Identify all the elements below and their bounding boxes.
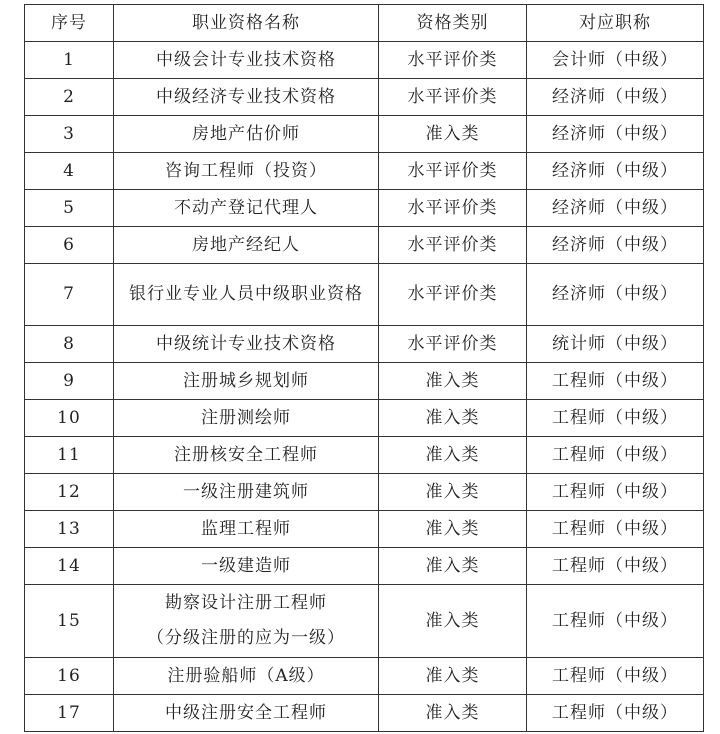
corresponding-title: 会计师（中级） [527, 42, 704, 79]
qualification-name: 注册验船师（A级） [114, 658, 379, 695]
qualification-name: 房地产经纪人 [114, 227, 379, 264]
corresponding-title: 经济师（中级） [527, 153, 704, 190]
row-number: 6 [25, 227, 114, 264]
table-row [25, 190, 704, 227]
qualification-category: 水平评价类 [379, 264, 527, 326]
qualification-name: 中级经济专业技术资格 [114, 79, 379, 116]
qualification-name: 中级统计专业技术资格 [114, 326, 379, 363]
qualification-name: 银行业专业人员中级职业资格 [114, 264, 379, 326]
row-number: 16 [25, 658, 114, 695]
qualification-name-note: （分级注册的应为一级） [147, 628, 345, 648]
row-number: 4 [25, 153, 114, 190]
table-row [25, 511, 704, 548]
qualification-name: 一级注册建筑师 [114, 474, 379, 511]
qualification-category: 准入类 [379, 400, 527, 437]
table-row [25, 400, 704, 437]
corresponding-title: 经济师（中级） [527, 264, 704, 326]
qualification-category: 准入类 [379, 548, 527, 585]
qualification-name: 注册城乡规划师 [114, 363, 379, 400]
row-number: 5 [25, 190, 114, 227]
corresponding-title: 工程师（中级） [527, 548, 704, 585]
row-number: 8 [25, 326, 114, 363]
corresponding-title: 工程师（中级） [527, 695, 704, 732]
qualification-name: 不动产登记代理人 [114, 190, 379, 227]
table-row [25, 42, 704, 79]
qualification-name: 监理工程师 [114, 511, 379, 548]
qualification-category: 准入类 [379, 511, 527, 548]
qualification-name: 中级注册安全工程师 [114, 695, 379, 732]
row-number: 17 [25, 695, 114, 732]
corresponding-title: 工程师（中级） [527, 585, 704, 658]
table-row [25, 79, 704, 116]
table-row [25, 363, 704, 400]
qualification-category: 水平评价类 [379, 79, 527, 116]
table-row [25, 227, 704, 264]
qualification-name: 咨询工程师（投资） [114, 153, 379, 190]
table-row [25, 264, 704, 326]
qualification-category: 准入类 [379, 116, 527, 153]
qualification-name: 注册测绘师 [114, 400, 379, 437]
qualification-category: 准入类 [379, 363, 527, 400]
table-header-row [25, 5, 704, 42]
qualification-category: 水平评价类 [379, 326, 527, 363]
qualification-name-main: 勘察设计注册工程师 [165, 593, 327, 613]
table-row [25, 326, 704, 363]
corresponding-title: 经济师（中级） [527, 116, 704, 153]
row-number: 2 [25, 79, 114, 116]
qualification-name: 一级建造师 [114, 548, 379, 585]
table-row [25, 116, 704, 153]
qualification-category: 水平评价类 [379, 42, 527, 79]
qualification-name: 注册核安全工程师 [114, 437, 379, 474]
qualification-table [24, 4, 704, 732]
corresponding-title: 经济师（中级） [527, 227, 704, 264]
table-row [25, 474, 704, 511]
qualification-category: 准入类 [379, 695, 527, 732]
qualification-category: 水平评价类 [379, 153, 527, 190]
row-number: 3 [25, 116, 114, 153]
table-row [25, 437, 704, 474]
corresponding-title: 统计师（中级） [527, 326, 704, 363]
qualification-name [114, 585, 379, 658]
qualification-category: 准入类 [379, 474, 527, 511]
row-number: 13 [25, 511, 114, 548]
table-row [25, 585, 704, 658]
qualification-category: 准入类 [379, 437, 527, 474]
qualification-category: 水平评价类 [379, 227, 527, 264]
corresponding-title: 工程师（中级） [527, 658, 704, 695]
table-row [25, 695, 704, 732]
row-number: 10 [25, 400, 114, 437]
header-corresponding-title: 对应职称 [527, 5, 704, 42]
header-serial-number: 序号 [25, 5, 114, 42]
row-number: 11 [25, 437, 114, 474]
qualification-name: 房地产估价师 [114, 116, 379, 153]
corresponding-title: 工程师（中级） [527, 400, 704, 437]
corresponding-title: 工程师（中级） [527, 363, 704, 400]
qualification-table-container [24, 4, 703, 731]
row-number: 12 [25, 474, 114, 511]
header-qualification-category: 资格类别 [379, 5, 527, 42]
row-number: 14 [25, 548, 114, 585]
qualification-category: 水平评价类 [379, 190, 527, 227]
qualification-category: 准入类 [379, 585, 527, 658]
qualification-category: 准入类 [379, 658, 527, 695]
qualification-name: 中级会计专业技术资格 [114, 42, 379, 79]
corresponding-title: 工程师（中级） [527, 437, 704, 474]
table-row [25, 548, 704, 585]
corresponding-title: 经济师（中级） [527, 190, 704, 227]
table-row [25, 153, 704, 190]
row-number: 7 [25, 264, 114, 326]
header-qualification-name: 职业资格名称 [114, 5, 379, 42]
row-number: 15 [25, 585, 114, 658]
corresponding-title: 工程师（中级） [527, 474, 704, 511]
row-number: 9 [25, 363, 114, 400]
corresponding-title: 经济师（中级） [527, 79, 704, 116]
table-row [25, 658, 704, 695]
row-number: 1 [25, 42, 114, 79]
corresponding-title: 工程师（中级） [527, 511, 704, 548]
